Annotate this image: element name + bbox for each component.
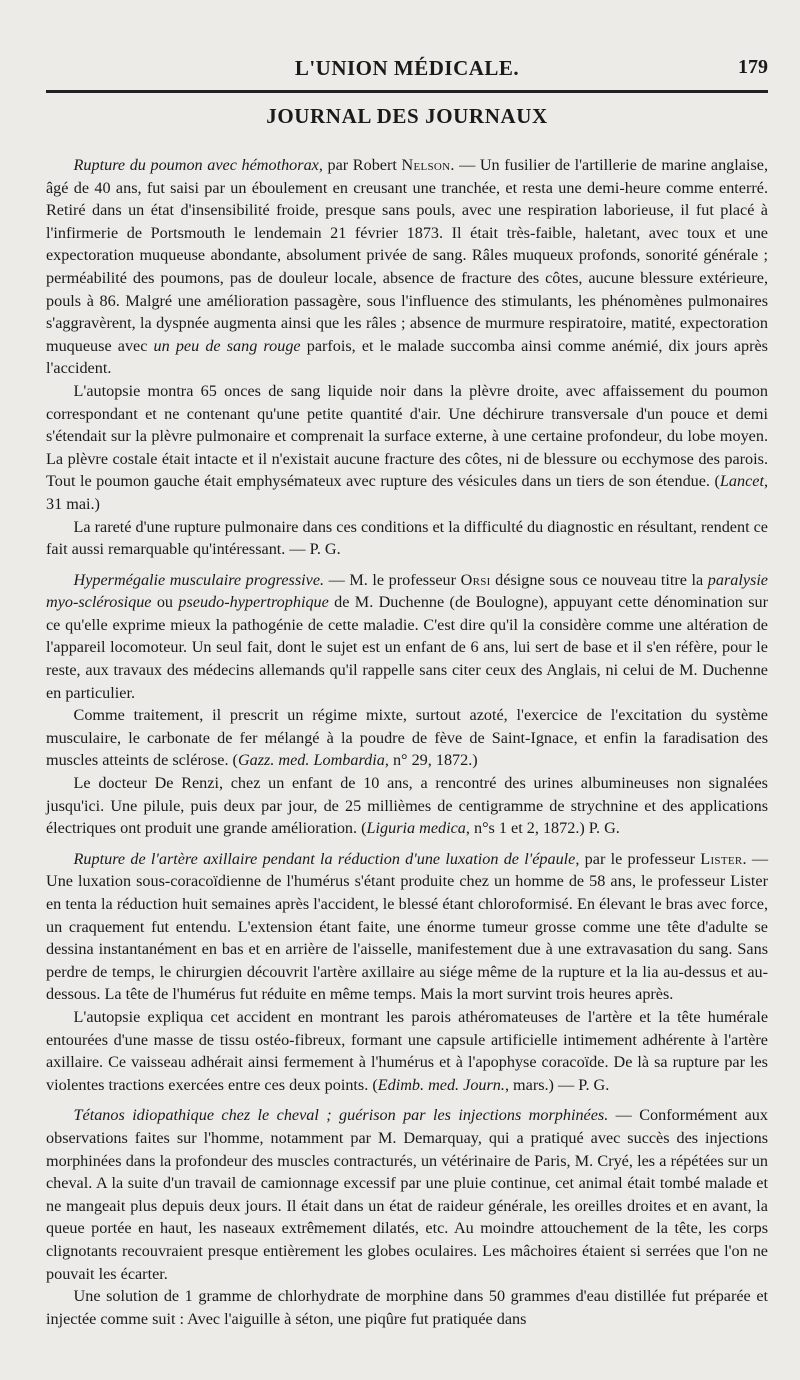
paragraph-text: L'autopsie expliqua cet accident en montrant les parois athéromateuses de l'artère et la tête humérale entourées d'une masse de tissu ostéo-fibreux, formant une capsule artificielle intimement adhérente à l'artère axillaire. Ce vaisseau adhérait ainsi fermement à l'humérus et à l'apophyse coracoïde. De là sa rupture par les violentes tractions exercées entre ces deux points. ( [46, 1007, 768, 1094]
paragraph-text: . — Un fusilier de l'artillerie de marine anglaise, âgé de 40 ans, fut saisi par un éboulement en creusant une tranchée, et resta une demi-heure comme enterré. Retiré dans un état d'insensibilité froide, presque sans pouls, avec une respiration laborieuse, il fut placé à l'infirmerie de Portsmouth le lendemain 21 février 1873. Il était très-faible, haletant, avec toux et une expectoration muqueuse abondante, absolument privée de sang. Râles muqueux profonds, sonorité générale ; perméabilité des poumons, pas de douleur locale, absence de fracture des côtes, aucune blessure extérieure, pouls à 86. Malgré une amélioration passagère, sous l'influence des stimulants, les phénomènes pulmonaires s'aggravèrent, la dyspnée augmenta ainsi que les râles ; absence de murmure respiratoire, matité, expectoration muqueuse avec [46, 156, 768, 355]
source-citation: Lancet [719, 472, 764, 491]
article-paragraph [46, 848, 768, 1006]
title-connector: par le professeur [579, 849, 701, 868]
paragraph-text: Le docteur De Renzi, chez un enfant de 10 ans, a rencontré des urines albumineuses non signalées jusqu'ici. Une pilule, puis deux par jour, de 25 millièmes de centigramme de strychnine et des applications électriques ont produit une grande amélioration. ( [46, 774, 768, 838]
article-paragraph [46, 1104, 768, 1285]
title-connector: par Robert [322, 156, 402, 174]
source-citation: Liguria medica [366, 819, 466, 838]
author-name: Nelson [401, 156, 451, 174]
article-paragraph [46, 1006, 768, 1096]
term-text: paralysie myo-sclérosique [46, 570, 768, 612]
author-name: Lister [700, 849, 743, 868]
article-title: Hypermégalie musculaire progressive. [73, 570, 325, 589]
running-title: L'UNION MÉDICALE. [294, 56, 520, 80]
author-name: Orsi [460, 570, 491, 589]
paragraph-text: L'autopsie montra 65 onces de sang liquide noir dans la plèvre droite, avec affaissement du poumon correspondant et ne contenant qu'une petite quantité d'air. Une déchirure transversale d'un pouce et demi s'étendait sur la plèvre pulmonaire et comprenait la surface externe, à une certaine profondeur, du lobe moyen. La plèvre costale était intacte et il n'existait aucune fracture des côtes, ni de blessure ou ecchymose des parois. Tout le poumon gauche était emphysémateux avec rupture des vésicules dans un tiers de son étendue. ( [46, 381, 768, 491]
paragraph-text: parfois, et le malade succomba ainsi comme anémié, dix jours après l'accident. [46, 336, 768, 378]
paragraph-text: de M. Duchenne (de Boulogne), appuyant cette dénomination sur ce qu'elle exprime mieux la pathogénie de cette maladie. C'est dire qu'il la considère comme une altération de l'appareil locomoteur. Un seul fait, dont le sujet est un enfant de 6 ans, lui sert de base et il s'en réfère, pour le reste, aux travaux des médecins allemands qu'il rappelle sans citer ceux des Anglais, ni celui de M. Duchenne en particulier. [46, 593, 769, 702]
paragraph-text: , n° 29, 1872.) [384, 751, 478, 770]
term-text: pseudo-hypertrophique [178, 593, 329, 612]
paragraph-text: ou [151, 593, 179, 612]
article-paragraph: Une solution de 1 gramme de chlorhydrate de morphine dans 50 grammes d'eau distillée fut préparée et injectée comme suit : Avec l'aiguille à séton, une piqûre fut pratiquée dans [46, 1287, 768, 1328]
article-paragraph [46, 704, 768, 772]
article-title: Rupture du poumon avec hémothorax, [73, 156, 323, 174]
paragraph-text: désigne sous ce nouveau titre la [490, 570, 708, 589]
article-title: Rupture de l'artère axillaire pendant la réduction d'une luxation de l'épaule, [73, 849, 580, 868]
running-head [46, 56, 768, 86]
source-citation: Gazz. med. Lombardia [237, 751, 385, 770]
paragraph-text: Comme traitement, il prescrit un régime mixte, surtout azoté, l'exercice de l'excitation du système musculaire, le carbonate de fer mélangé à la poudre de fève de Saint-Ignace, et enfin la faradisation des muscles atteints de sclérose. ( [46, 706, 768, 770]
article-tetanos [46, 1104, 768, 1330]
article-body [46, 154, 768, 1338]
article-hypermegalie [46, 569, 768, 840]
paragraph-text: — Conformément aux observations faites sur l'homme, notamment par M. Demarquay, qui a pratiqué avec succès des injections morphinées dans la profondeur des muscles contracturés, un vétérinaire de Paris, M. Cryé, les a répétées sur un cheval. A la suite d'un travail de camionnage excessif par une pluie continue, cet animal était tombé malade et ne mangeait plus depuis deux jours. Il était dans un état de raideur générale, les oreilles droites et en avant, la queue portée en haut, les naseaux extrêmement dilatés, etc. Au moindre attouchement de la tête, les corps clignotants recouvraient presque entièrement les globes oculaires. Les mâchoires étaient si serrées que l'on ne pouvait les écarter. [46, 1106, 768, 1283]
article-title: Tétanos idiopathique chez le cheval ; guérison par les injections morphinées. [73, 1106, 609, 1125]
paragraph-text: , 31 mai.) [46, 472, 768, 513]
article-paragraph: La rareté d'une rupture pulmonaire dans ces conditions et la difficulté du diagnostic en résultant, rendent ce fait aussi remarquable qu'intéressant. — P. G. [46, 517, 768, 559]
paragraph-text: , n°s 1 et 2, 1872.) P. G. [465, 819, 620, 838]
paragraph-text: — M. le professeur [324, 570, 461, 589]
article-rupture-poumon [46, 154, 768, 561]
article-paragraph [46, 380, 768, 516]
article-rupture-artere [46, 848, 768, 1097]
source-citation: Edimb. med. Journ. [377, 1075, 505, 1094]
section-heading: JOURNAL DES JOURNAUX [266, 104, 548, 128]
article-paragraph [46, 772, 768, 840]
header-rule [46, 90, 768, 93]
emphasis-text: un peu de sang rouge [153, 336, 301, 355]
article-paragraph [46, 569, 768, 705]
article-paragraph [46, 154, 768, 380]
paragraph-text: . — Une luxation sous-coracoïdienne de l'humérus s'étant produite chez un homme de 58 ans, le professeur Lister en tenta la réduction huit semaines après l'accident, le blessé étant chloroformisé. En élevant le bras avec force, un craquement fut entendu. L'extension étant faite, une énorme tumeur grosse comme une tête d'adulte se dessina instantanément en bas et en arrière de l'aisselle, manifestement due à une extravasation du sang. Sans perdre de temps, le chirurgien découvrit l'artère axillaire au siége même de la rupture et la lia au-dessus et au-dessous. La tête de l'humérus fut réduite en même temps. Mais la mort survint trois heures après. [46, 849, 769, 1004]
page-number: 179 [738, 56, 768, 78]
paragraph-text: , mars.) — P. G. [504, 1075, 610, 1094]
